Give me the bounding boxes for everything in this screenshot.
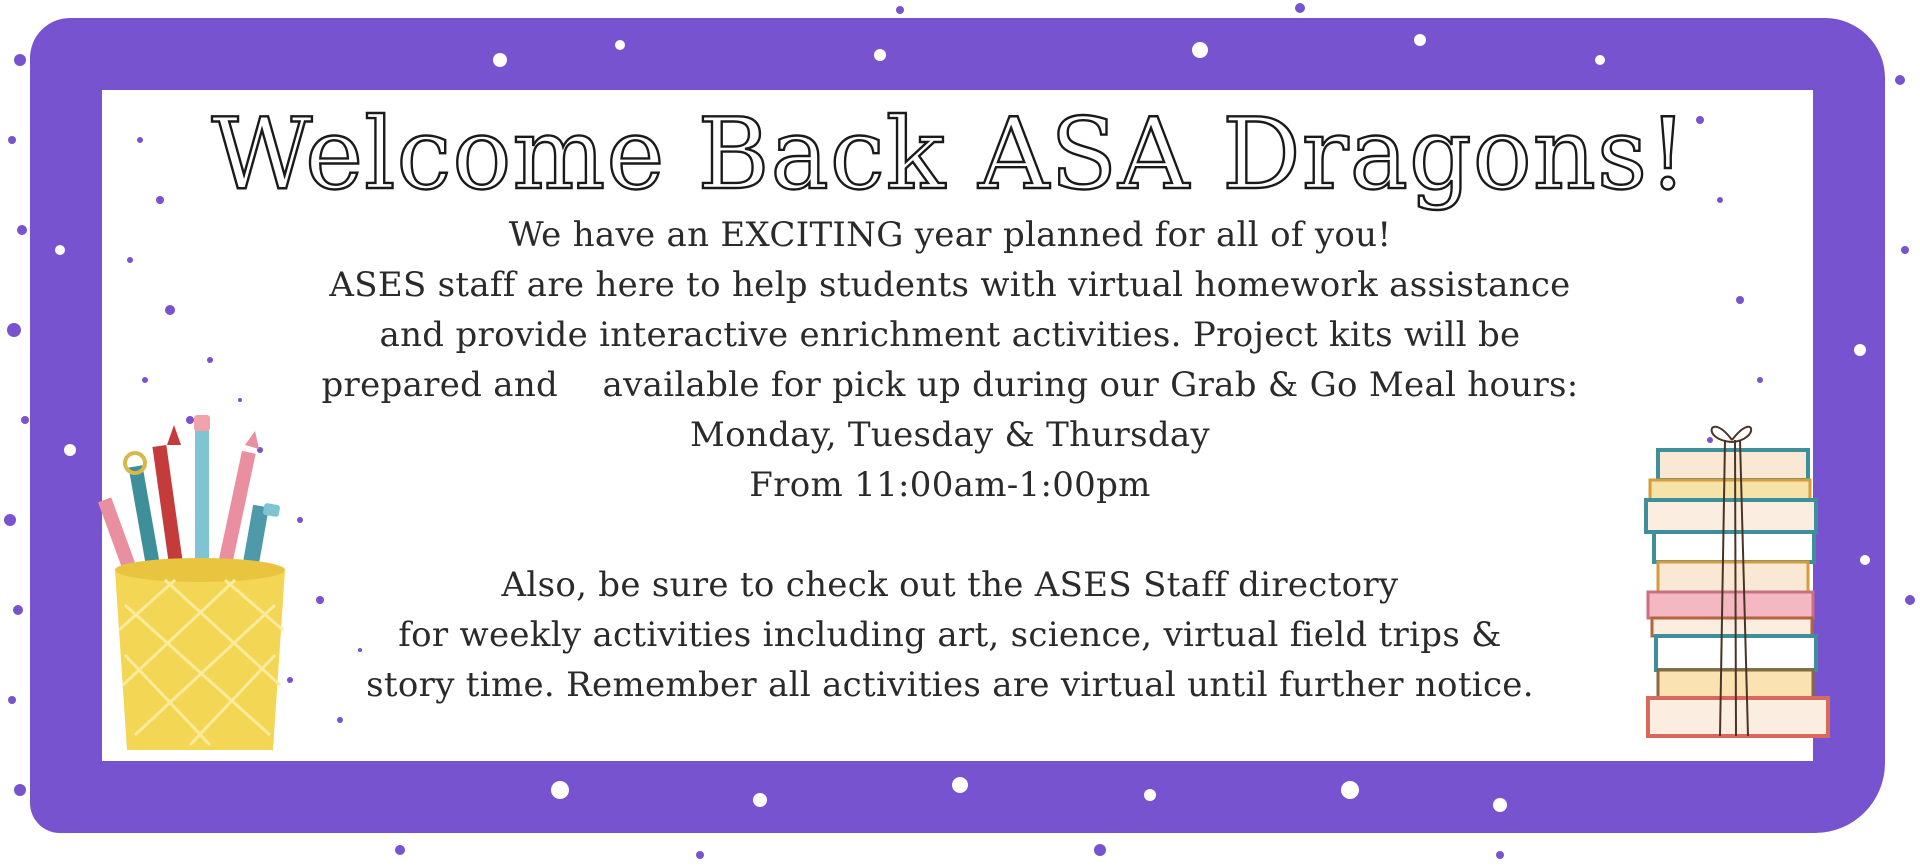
intro-paragraph — [180, 210, 1720, 510]
text-line: ASES staff are here to help students with virtual homework assistance — [329, 265, 1571, 305]
directory-paragraph — [180, 560, 1720, 710]
text-line: prepared and available for pick up during our Grab & Go Meal hours: — [321, 365, 1579, 405]
meal-hours: From 11:00am-1:00pm — [749, 465, 1151, 505]
book-stack-icon — [1640, 410, 1840, 760]
meal-days: Monday, Tuesday & Thursday — [689, 415, 1210, 455]
text-line: We have an EXCITING year planned for all of you! — [508, 215, 1392, 255]
text-line: story time. Remember all activities are virtual until further notice. — [366, 665, 1534, 705]
message-content — [180, 100, 1720, 710]
headline: Welcome Back ASA Dragons! — [211, 98, 1689, 212]
text-line: for weekly activities including art, science, virtual field trips & — [398, 615, 1502, 655]
pencil-cup-icon — [95, 405, 305, 760]
text-line: and provide interactive enrichment activities. Project kits will be — [379, 315, 1521, 355]
text-line: Also, be sure to check out the ASES Staff directory — [501, 565, 1399, 605]
